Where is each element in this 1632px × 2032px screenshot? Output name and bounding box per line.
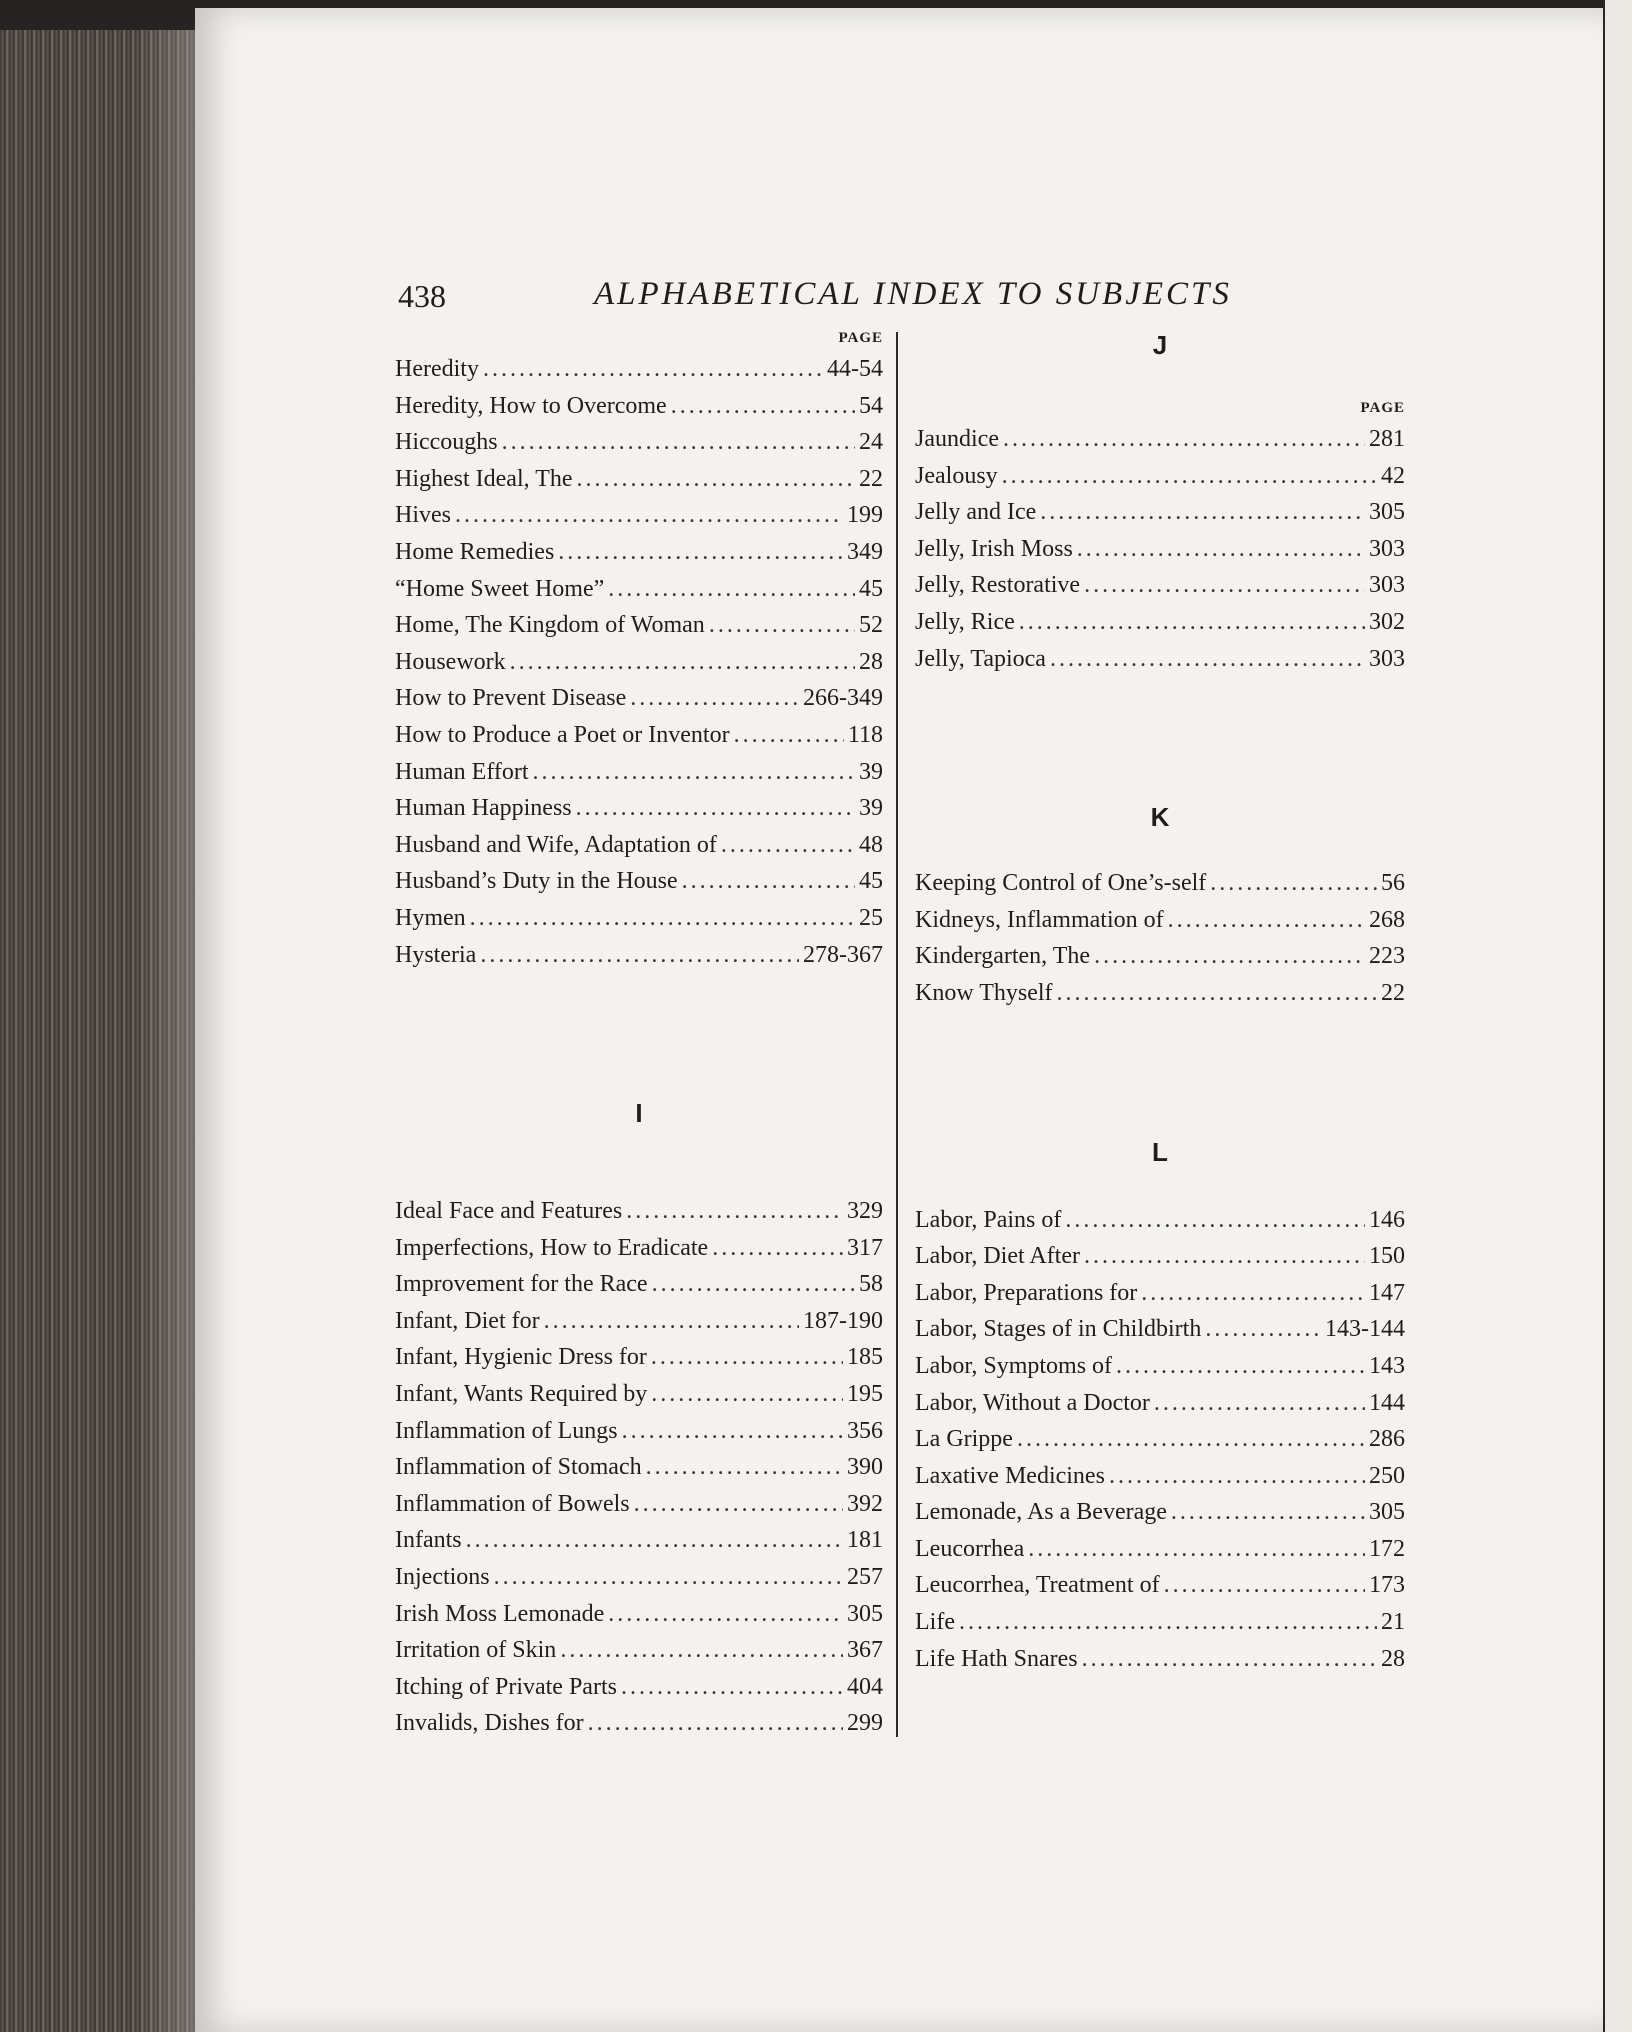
index-entry [915,572,1405,609]
dot-leader [1094,943,1365,970]
index-entry-term: Jelly, Tapioca [915,645,1046,672]
index-entry-page: 147 [1369,1279,1405,1306]
index-entry-term: Labor, Symptoms of [915,1352,1113,1379]
index-entry-term: Husband’s Duty in the House [395,868,678,895]
dot-leader [1050,646,1365,673]
index-entry-term: Irish Moss Lemonade [395,1600,605,1627]
dot-leader [1084,1243,1365,1270]
index-entry-page: 172 [1369,1535,1405,1562]
index-entry-page: 173 [1369,1572,1405,1599]
index-entry-page: 181 [847,1527,883,1554]
index-entry [395,1198,883,1235]
dot-leader [480,942,799,969]
index-entry [915,1353,1405,1390]
index-entry-page: 44-54 [827,356,883,382]
index-entry [395,1637,883,1674]
index-entry [395,1344,883,1381]
index-entry-term: Hives [395,502,451,529]
index-entry-term: Human Happiness [395,795,572,822]
index-entry-term: Injections [395,1564,490,1591]
dot-leader [959,1609,1377,1636]
index-entry [395,1418,883,1455]
index-list-k [915,870,1405,1016]
dot-leader [652,1271,855,1298]
dot-leader [1141,1280,1365,1307]
dot-leader [634,1491,843,1518]
index-entry-term: Imperfections, How to Eradicate [395,1234,709,1261]
index-entry-term: Labor, Diet After [915,1243,1080,1270]
dot-leader [1109,1463,1365,1490]
index-entry-term: Heredity, How to Overcome [395,392,667,419]
index-entry-page: 356 [847,1417,883,1444]
index-entry-term: Housework [395,648,506,675]
dot-leader [651,1344,843,1371]
index-entry-term: Lemonade, As a Beverage [915,1499,1167,1526]
index-entry [915,870,1405,907]
index-entry-term: “Home Sweet Home” [395,575,605,602]
index-entry-term: How to Prevent Disease [395,685,627,712]
index-entry-page: 286 [1369,1426,1405,1453]
index-entry-page: 24 [859,429,883,456]
index-entry [395,1454,883,1491]
section-heading-l: L [1152,1136,1168,1167]
index-entry-page: 266-349 [803,685,883,712]
dot-leader [560,1637,843,1664]
index-entry [395,576,883,613]
index-entry-page: 25 [859,904,883,931]
index-entry-page: 390 [847,1454,883,1481]
index-entry-page: 317 [847,1234,883,1261]
index-entry-page: 58 [859,1271,883,1298]
index-entry-term: Keeping Control of One’s-self [915,870,1207,897]
index-entry [915,1572,1405,1609]
index-entry-term: Infants [395,1527,462,1554]
dot-leader [1017,1426,1365,1453]
index-entry-page: 302 [1369,608,1405,635]
page-header [398,268,1238,328]
dot-leader [709,612,855,639]
dot-leader [626,1198,843,1225]
index-entry-term: Husband and Wife, Adaptation of [395,831,717,858]
index-entry [395,1527,883,1564]
dot-leader [1154,1390,1365,1417]
index-entry-term: Leucorrhea [915,1535,1025,1562]
index-entry [395,1491,883,1528]
index-entry-term: Invalids, Dishes for [395,1710,584,1737]
index-entry-page: 185 [847,1344,883,1371]
dot-leader [483,356,823,383]
index-list-h [395,356,883,978]
dot-leader [494,1564,843,1591]
dot-leader [622,1418,843,1445]
index-entry-term: Know Thyself [915,979,1053,1006]
index-entry-page: 48 [859,831,883,858]
index-entry-page: 303 [1369,535,1405,562]
index-entry-page: 199 [847,502,883,529]
index-entry [395,539,883,576]
index-entry-page: 45 [859,868,883,895]
section-heading-j: J [1152,330,1168,360]
index-entry [395,1674,883,1711]
dot-leader [608,576,855,603]
index-entry-page: 143-144 [1325,1316,1405,1343]
index-entry [395,429,883,466]
index-entry-page: 28 [859,648,883,675]
index-entry-page: 305 [1369,1499,1405,1526]
dot-leader [1003,426,1365,453]
dot-leader [533,759,855,786]
index-entry [395,1710,883,1747]
index-entry [395,393,883,430]
index-entry-term: Home, The Kingdom of Woman [395,612,705,639]
index-entry-term: Heredity [395,356,479,382]
page-column-label: PAGE [838,330,883,346]
index-entry [395,1271,883,1308]
index-entry-term: Home Remedies [395,538,555,565]
dot-leader [1164,1572,1365,1599]
index-entry [395,868,883,905]
index-entry [915,1316,1405,1353]
index-list-i [395,1198,883,1747]
index-entry [915,1390,1405,1427]
dot-leader [1028,1536,1365,1563]
dot-leader [1040,499,1365,526]
dot-leader [1116,1353,1365,1380]
index-entry-term: La Grippe [915,1426,1013,1453]
index-entry-page: 39 [859,795,883,822]
index-entry [395,1308,883,1345]
page-column-label: PAGE [1360,400,1405,416]
index-entry-page: 118 [847,721,883,748]
index-entry-term: Hiccoughs [395,429,498,456]
index-entry [395,649,883,686]
index-entry [395,466,883,503]
index-entry-page: 404 [847,1673,883,1700]
index-entry-page: 305 [1369,499,1405,526]
dot-leader [630,685,799,712]
index-entry-term: Hymen [395,904,466,931]
index-entry-page: 144 [1369,1389,1405,1416]
index-entry-page: 195 [847,1381,883,1408]
index-entry-term: Labor, Stages of in Childbirth [915,1316,1202,1343]
index-entry-term: Inflammation of Bowels [395,1490,630,1517]
book-page-edges [0,30,195,2032]
index-entry-term: Jelly, Irish Moss [915,535,1073,562]
index-entry-page: 250 [1369,1462,1405,1489]
dot-leader [510,649,855,676]
index-entry-term: Improvement for the Race [395,1271,648,1298]
dot-leader [577,466,855,493]
dot-leader [588,1710,843,1737]
index-entry-page: 299 [847,1710,883,1737]
index-entry [915,980,1405,1017]
left-column [395,330,883,1747]
index-entry-term: Kidneys, Inflammation of [915,906,1164,933]
index-entry-term: How to Produce a Poet or Inventor [395,721,730,748]
index-entry-page: 367 [847,1637,883,1664]
index-entry-page: 21 [1381,1609,1405,1636]
index-entry-page: 349 [847,538,883,565]
index-entry-term: Human Effort [395,758,529,785]
dot-leader [712,1235,843,1262]
running-title: ALPHABETICAL INDEX TO SUBJECTS [594,276,1232,312]
section-heading-i: I [635,1098,643,1129]
index-entry-term: Jaundice [915,426,999,452]
index-entry [915,1243,1405,1280]
index-entry-term: Jealousy [915,462,998,489]
index-entry [915,1463,1405,1500]
index-entry [395,1381,883,1418]
index-entry-term: Jelly, Rice [915,608,1015,635]
index-entry-page: 143 [1369,1352,1405,1379]
right-column [915,330,1405,1682]
index-entry-term: Laxative Medicines [915,1462,1105,1489]
index-entry-term: Inflammation of Lungs [395,1417,618,1444]
index-entry [915,463,1405,500]
dot-leader [1077,536,1365,563]
dot-leader [470,905,855,932]
index-entry [915,646,1405,683]
index-entry-page: 146 [1369,1206,1405,1233]
section-heading-k: K [1150,802,1170,833]
index-entry-page: 22 [859,465,883,492]
dot-leader [682,868,855,895]
index-entry [915,1609,1405,1646]
index-entry-page: 257 [847,1564,883,1591]
index-entry-page: 42 [1381,462,1405,489]
dot-leader [721,832,855,859]
index-entry-page: 22 [1381,979,1405,1006]
index-entry [915,943,1405,980]
dot-leader [734,722,844,749]
dot-leader [576,795,855,822]
index-entry-term: Infant, Hygienic Dress for [395,1344,647,1371]
dot-leader [1019,609,1365,636]
index-entry [395,722,883,759]
index-entry [395,942,883,979]
index-entry-term: Leucorrhea, Treatment of [915,1572,1160,1599]
index-entry-term: Infant, Wants Required by [395,1381,648,1408]
dot-leader [1168,907,1365,934]
index-list-j [915,426,1405,682]
index-entry [395,1564,883,1601]
index-entry-page: 150 [1369,1243,1405,1270]
index-entry-page: 187-190 [803,1307,883,1334]
index-entry-page: 392 [847,1490,883,1517]
index-entry [915,609,1405,646]
index-entry-page: 45 [859,575,883,602]
dot-leader [466,1527,843,1554]
dot-leader [671,393,855,420]
index-entry-term: Infant, Diet for [395,1307,540,1334]
index-entry-term: Labor, Without a Doctor [915,1389,1150,1416]
index-entry-term: Labor, Preparations for [915,1279,1138,1306]
index-entry-page: 28 [1381,1645,1405,1672]
index-entry-page: 305 [847,1600,883,1627]
index-entry [915,426,1405,463]
index-entry-page: 52 [859,612,883,639]
index-entry [395,905,883,942]
index-entry [395,356,883,393]
index-entry [395,1601,883,1638]
index-entry-term: Kindergarten, The [915,943,1091,970]
dot-leader [1002,463,1377,490]
index-entry-page: 303 [1369,572,1405,599]
dot-leader [558,539,843,566]
index-entry-term: Irritation of Skin [395,1637,557,1664]
index-entry [395,832,883,869]
index-entry-page: 278-367 [803,941,883,968]
dot-leader [1205,1316,1321,1343]
dot-leader [621,1674,843,1701]
index-entry [915,1280,1405,1317]
index-entry-term: Jelly, Restorative [915,572,1081,599]
dot-leader [544,1308,799,1335]
index-entry [395,685,883,722]
page-number: 438 [398,278,446,314]
index-entry [395,759,883,796]
index-entry-term: Hysteria [395,941,477,968]
index-entry [395,1235,883,1272]
index-entry-page: 54 [859,392,883,419]
index-entry-page: 39 [859,758,883,785]
facing-page-edge [1603,0,1632,2032]
dot-leader [502,429,855,456]
index-entry-page: 56 [1381,870,1405,897]
index-entry [915,907,1405,944]
dot-leader [1210,870,1377,897]
index-entry-page: 281 [1369,426,1405,452]
index-list-l [915,1207,1405,1683]
index-entry-term: Life Hath Snares [915,1645,1078,1672]
index-entry-page: 223 [1369,943,1405,970]
index-entry-term: Inflammation of Stomach [395,1454,642,1481]
index-entry [915,1499,1405,1536]
index-entry [915,499,1405,536]
index-entry [915,1536,1405,1573]
index-entry [915,1426,1405,1463]
dot-leader [608,1601,843,1628]
index-entry-term: Life [915,1609,955,1636]
index-entry [395,795,883,832]
index-entry-page: 303 [1369,645,1405,672]
index-entry-term: Ideal Face and Features [395,1198,623,1225]
index-entry [915,536,1405,573]
dot-leader [455,502,843,529]
index-entry [395,612,883,649]
dot-leader [1082,1646,1377,1673]
index-entry-term: Highest Ideal, The [395,465,573,492]
index-entry-term: Labor, Pains of [915,1206,1062,1233]
index-entry-page: 329 [847,1198,883,1225]
dot-leader [1084,572,1365,599]
index-entry-page: 268 [1369,906,1405,933]
dot-leader [1057,980,1377,1007]
dot-leader [646,1454,843,1481]
index-entry [915,1646,1405,1683]
column-divider [896,332,898,1737]
index-entry [915,1207,1405,1244]
index-entry-term: Itching of Private Parts [395,1673,617,1700]
dot-leader [1065,1207,1365,1234]
dot-leader [1171,1499,1365,1526]
index-entry-term: Jelly and Ice [915,499,1037,526]
dot-leader [651,1381,843,1408]
index-entry [395,502,883,539]
